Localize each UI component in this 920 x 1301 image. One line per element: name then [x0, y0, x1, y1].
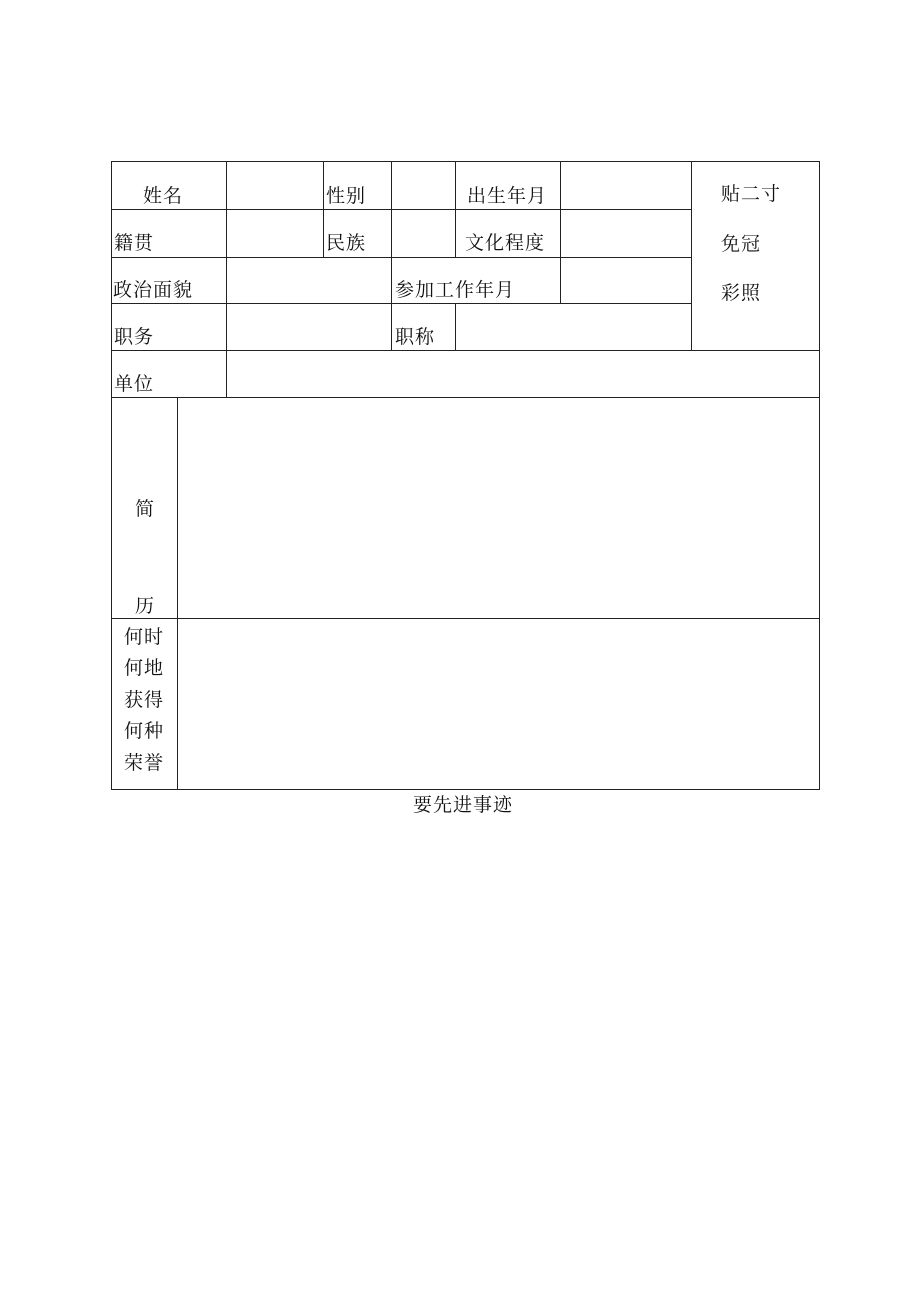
honors-label-line5: 荣誉	[124, 752, 165, 774]
honors-label-line1: 何时	[124, 626, 165, 648]
native-place-field[interactable]	[227, 210, 323, 257]
table-border-left	[111, 161, 112, 790]
table-border-right	[819, 161, 820, 790]
education-field[interactable]	[561, 210, 691, 257]
col-divider-birth	[455, 161, 456, 257]
birth-label: 出生年月	[467, 185, 548, 207]
name-label: 姓名	[143, 185, 184, 207]
gender-label: 性别	[326, 185, 367, 207]
col-divider-work-start	[391, 257, 392, 350]
political-status-field[interactable]	[227, 258, 391, 303]
work-start-label: 参加工作年月	[395, 279, 516, 301]
unit-field[interactable]	[227, 351, 819, 397]
position-label: 职务	[114, 326, 155, 348]
ethnic-label: 民族	[326, 232, 367, 254]
photo-area[interactable]	[692, 162, 819, 350]
title-label: 职称	[395, 326, 436, 348]
honors-field[interactable]	[178, 619, 819, 789]
unit-label: 单位	[114, 373, 155, 395]
table-border-bottom	[111, 789, 820, 790]
photo-note-line3: 彩照	[721, 282, 762, 304]
honors-label-line4: 何种	[124, 720, 165, 742]
native-place-label: 籍贯	[114, 232, 155, 254]
title-field[interactable]	[456, 304, 691, 350]
deeds-heading: 要先进事迹	[413, 794, 514, 816]
gender-field[interactable]	[392, 162, 455, 209]
position-field[interactable]	[227, 304, 391, 350]
name-field[interactable]	[227, 162, 323, 209]
resume-field[interactable]	[178, 398, 819, 618]
honors-label-line3: 获得	[124, 689, 165, 711]
work-start-field[interactable]	[561, 258, 691, 303]
political-status-label: 政治面貌	[113, 279, 194, 301]
resume-label-char1: 简	[135, 498, 156, 520]
education-label: 文化程度	[465, 232, 546, 254]
col-divider-gender	[323, 161, 324, 257]
birth-field[interactable]	[561, 162, 691, 209]
photo-note-line2: 免冠	[721, 233, 762, 255]
honors-label-line2: 何地	[124, 657, 165, 679]
photo-note-line1: 贴二寸	[721, 183, 782, 205]
ethnic-field[interactable]	[392, 210, 455, 257]
resume-label-char2: 历	[135, 595, 156, 617]
